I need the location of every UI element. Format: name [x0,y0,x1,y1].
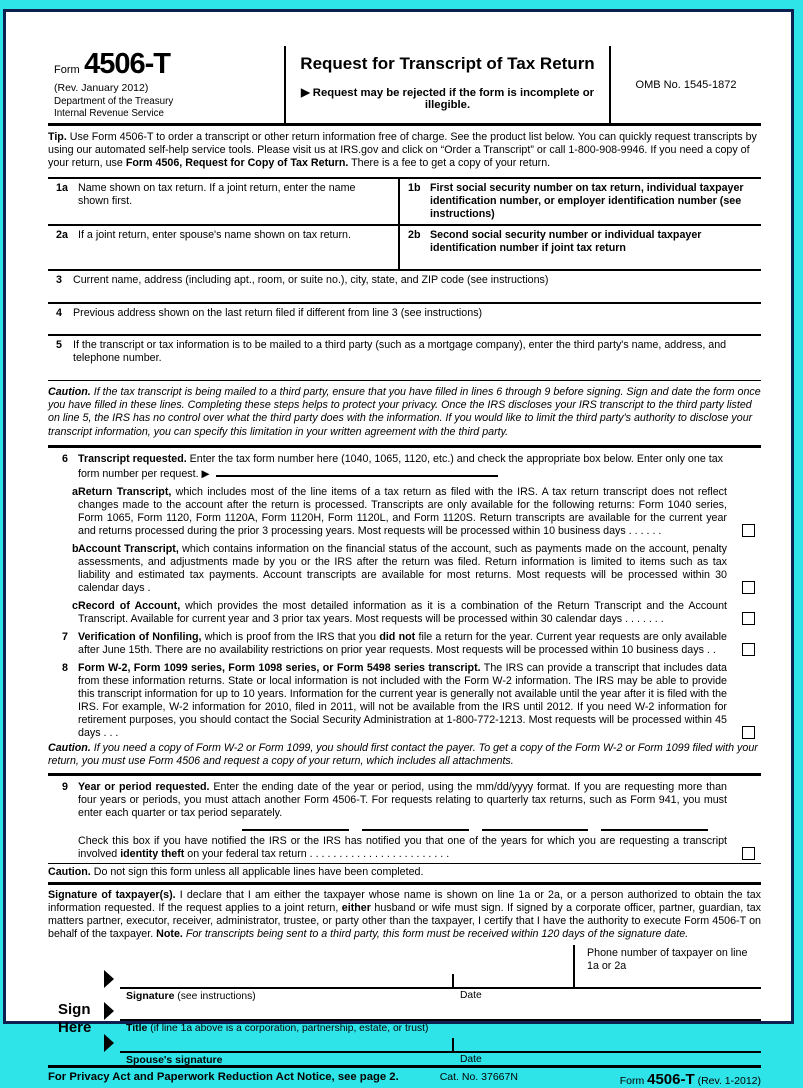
caution-body: If the tax transcript is being mailed to a third party, ensure that you have filled in lines 6 through 9 before signing. Sign and date the form once you have filled in these lines. Completing these steps helps to protect your privacy. Once the IRS discloses your IRS transcript to the third party listed on line 5, the IRS has no control over what the third party does with the information. If you would like to limit the third party's authority to disclose your transcript information, you can specify this limitation in your written agreement with the third party. [48,385,761,438]
line-4-label: Previous address shown on the last return filed if different from line 3 (see instructions) [73,306,483,319]
identity-bold: identity theft [120,847,185,860]
checkbox-6c[interactable] [742,612,755,625]
line-2b-label: Second social security number or individual taxpayer identification number if joint tax return [430,228,702,254]
line-5-label: If the transcript or tax information is to be mailed to a third party (such as a mortgage company), enter the third party's name, address, and telephone number. [73,338,727,364]
privacy-notice: For Privacy Act and Paperwork Reduction Act Notice, see page 2. [48,1071,399,1084]
year-entry-line-2[interactable] [362,822,469,831]
line-8-body: The IRS can provide a transcript that includes data from these information returns. State or local information is not included with the Form W-2 information. The IRS may be able to provide this transcript information for up to 10 years. Information for the current year is generally not available until the year after it is filed with the IRS. For example, W-2 information for 2010, filed in 2011, will not be available from the IRS until 2012. If you need W-2 information for retirement purposes, you should contact the Social Security Administration at 1-800-772-1213. Most requests will be processed within 45 days . . . [78,662,728,740]
form-footer [48,1065,761,1088]
date-divider [452,974,454,987]
spouse-line-label [126,1054,222,1066]
line-9-body: Enter the ending date of the year or period, using the mm/dd/yyyy format. If you are requesting more than four years or periods, you must attach another Form 4506-T. For requests relating to quarterly tax returns, such as Form 941, you must enter each quarter or tax period separately. [78,780,728,819]
line-5-number: 5 [56,338,62,351]
note-body: For transcripts being sent to a third party, this form must be received within 120 days of the signature date. [182,928,689,941]
title-word: Title [126,1022,148,1035]
line-6b-text [78,543,727,595]
tip-body2: There is a fee to get a copy of your return. [348,157,551,170]
table-row [48,336,761,380]
footer-form-id [620,1071,761,1088]
form-number: 4506-T [84,48,171,80]
identity-theft-row [48,835,761,861]
line-4-number: 4 [56,306,62,319]
signature-line-label [126,990,256,1002]
line-9-lead: Year or period requested. [78,780,210,793]
line-6a-body: which includes most of the line items of a tax return as filed with the IRS. A tax return transcript does not reflect changes made to the account after the return is processed. Transcripts are only available for the following returns: Form 1040 series, Form 1065, Form 1120, Form 1120A, Form 1120H, Form 1120L, and Form 1120S. Return transcripts are available for the current year and returns processed during the prior 3 processing years. Most requests will be processed within 10 business days . . . . . . [78,486,727,538]
field-2a-spouse-name[interactable] [48,226,400,269]
signature-line[interactable] [120,987,761,989]
caution2-body: If you need a copy of Form W-2 or Form 1099, you should first contact the payer. To get a copy of the Form W-2 or Form 1099 filed with your return, you must use Form 4506 and request a copy of your return, which includes all attachments. [48,742,758,768]
page-title: Request for Transcript of Tax Return [300,54,595,73]
signature-body1: I declare that I am either the taxpayer whose name is shown on line 1a or 2a, or a person authorized to obtain the tax information requested. If the request applies to a joint return, [48,888,761,914]
line-7-verification-of-nonfiling [48,631,761,657]
form-number-entry-line[interactable] [216,466,498,477]
line-8-number: 8 [62,662,68,675]
caution2-lead: Caution. [48,742,91,755]
form-header [48,46,761,126]
signature-declaration [48,885,761,942]
caution-do-not-sign [48,863,761,885]
line-6c-record-of-account [48,600,761,626]
line-6-number: 6 [62,453,68,466]
line-3-number: 3 [56,273,62,286]
line-6a-text [78,486,727,538]
line-2a-number: 2a [56,228,68,241]
caution-third-party [48,381,761,449]
omb-number: OMB No. 1545-1872 [609,46,761,123]
line-6c-text [78,600,727,626]
year-period-entry-lines [242,822,708,831]
signature-word: Signature [126,990,175,1003]
line-1b-number: 1b [408,181,421,194]
table-row [48,226,761,271]
form-id-block [48,46,286,123]
title-block [286,46,609,123]
date-divider [452,1038,454,1051]
line-1a-label: Name shown on tax return. If a joint return, enter the name shown first. [78,181,356,207]
line-7-bold: did not [379,631,416,644]
checkbox-7[interactable] [742,643,755,656]
caution3-lead: Caution. [48,865,91,878]
line-7-lead: Verification of Nonfiling, [78,631,202,644]
note-lead: Note. [156,928,183,941]
sign-here-label [58,1001,91,1037]
caution-w2-copy [48,740,761,775]
line-7-number: 7 [62,631,68,644]
line-9-number: 9 [62,780,68,793]
sign-word: Sign [58,1001,91,1019]
catalog-number: Cat. No. 37667N [439,1071,518,1084]
spouse-word: Spouse's signature [126,1054,223,1067]
tip-body1: Use Form 4506-T to order a transcript or other return information free of charge. See the product list below. You can quickly request transcripts by using our automated self-help service tools. Please visit us at IRS.gov and click on “Order a Transcript” or call 1-800-908-9946. If you need a copy of your return, use [48,131,757,170]
table-row [48,304,761,336]
line-1b-label: First social security number on tax return, individual taxpayer identification number, or employer identification number (see instructions) [430,181,744,220]
caution-lead: Caution. [48,385,91,398]
spouse-signature-line[interactable] [120,1051,761,1053]
identity-body2: on your federal tax return . . . . . . . . . . . . . . . . . . . . . . . . [184,847,450,860]
arrow-icon [104,970,114,988]
footer-form-word: Form [619,1075,645,1088]
line-6b-lead: Account Transcript, [78,543,179,556]
signature-bold: either [341,901,371,914]
title-line[interactable] [120,1019,761,1021]
signature-lead: Signature of taxpayer(s). [48,888,176,901]
line-6b-letter: b [72,543,79,556]
tip-paragraph [48,126,761,179]
line-9-year-requested [48,781,761,820]
identity-theft-text [78,835,727,861]
line-7-body1: which is proof from the IRS that you [201,631,380,644]
sign-here-section [48,943,761,1065]
line-6c-lead: Record of Account, [78,600,181,613]
arrow-icon [104,1002,114,1020]
line-8-lead: Form W-2, Form 1099 series, Form 1098 series, or Form 5498 series transcript. [78,662,481,675]
checkbox-6b[interactable] [742,581,755,594]
caution3-body: Do not sign this form unless all applicable lines have been completed. [90,865,424,878]
page-subtitle: ▶ Request may be rejected if the form is incomplete or illegible. [300,87,595,111]
signature-word-rest: (see instructions) [174,991,256,1003]
date-label: Date [460,990,482,1002]
line-8-text [78,662,727,740]
here-word: Here [58,1019,92,1037]
footer-form-number: 4506-T [647,1071,695,1088]
form-word: Form [54,64,80,76]
phone-label: Phone number of taxpayer on line 1a or 2a [587,947,748,973]
field-1b-ssn[interactable] [400,179,761,224]
field-5-third-party[interactable] [48,336,761,380]
year-entry-line-1[interactable] [242,822,349,831]
title-word-rest: (if line 1a above is a corporation, partnership, estate, or trust) [147,1023,429,1035]
line-3-label: Current name, address (including apt., room, or suite no.), city, state, and ZIP code (see instructions) [73,273,549,286]
line-7-text [78,631,727,657]
field-2b-spouse-ssn[interactable] [400,226,761,269]
tip-lead: Tip. [48,131,67,143]
line-6b-body: which contains information on the financial status of the account, such as payments made on the account, penalty assessments, and adjustments made by you or the IRS after the return was filed. Return information is limited to items such as tax liability and estimated tax payments. Account transcripts are available for most returns. Most requests will be processed within 30 calendar days . [78,543,727,595]
identity-body1: Check this box if you have notified the IRS or the IRS has notified you that one of the years for which you are requesting a transcript involved [78,834,727,860]
line-1a-number: 1a [56,181,68,194]
line-6a-letter: a [72,486,78,499]
line-6b-account-transcript [48,543,761,595]
arrow-icon [104,1034,114,1052]
year-entry-line-4[interactable] [601,822,708,831]
phone-number-field[interactable] [575,945,761,989]
dept-treasury: Department of the Treasury [54,96,174,107]
line-6-transcript-requested [48,453,761,481]
field-3-current-address[interactable] [48,271,761,302]
year-entry-line-3[interactable] [482,822,589,831]
form-revision: (Rev. January 2012) [54,82,149,94]
table-row [48,179,761,226]
line-6a-lead: Return Transcript, [78,486,172,499]
line-6-body: Enter the tax form number here (1040, 1065, 1120, etc.) and check the appropriate box below. Enter only one tax form number per request. ▶ [78,453,723,481]
line-6a-return-transcript [48,486,761,538]
line-6-text [78,453,727,481]
checkbox-8[interactable] [742,726,755,739]
tip-bold: Form 4506, Request for Copy of Tax Return. [125,157,349,170]
line-7-body2: file a return for the year. Current year requests are only available after June 15th. There are no availability restrictions on prior year requests. Most requests will be processed within 10 business days . . [78,631,727,657]
form-page [3,9,794,1088]
field-1a-name[interactable] [48,179,400,224]
field-4-previous-address[interactable] [48,304,761,334]
footer-revision: (Rev. 1-2012) [697,1075,761,1088]
table-row [48,271,761,304]
taxpayer-info-table [48,179,761,381]
line-9-text [78,781,727,820]
line-2a-label: If a joint return, enter spouse's name shown on tax return. [78,228,351,241]
checkbox-identity-theft[interactable] [742,847,755,860]
signature-body2: husband or wife must sign. If signed by a corporate officer, partner, guardian, tax matters partner, executor, receiver, administrator, trustee, or party other than the taxpayer, I certify that I have the authority to execute Form 4506-T on behalf of the taxpayer. [48,901,761,941]
line-6c-body: which provides the most detailed information as it is a combination of the Return Transcript and the Account Transcript. Available for current year and 3 prior tax years. Most requests will be processed within 30 calendar days . . . . . . . [78,600,727,626]
line-6c-letter: c [72,600,78,613]
line-8-w2-transcript [48,662,761,740]
date-label: Date [460,1054,482,1066]
checkbox-6a[interactable] [742,524,755,537]
dept-irs: Internal Revenue Service [54,107,165,119]
title-line-label [126,1022,428,1034]
line-2b-number: 2b [408,228,421,241]
line-6-lead: Transcript requested. [78,453,187,466]
